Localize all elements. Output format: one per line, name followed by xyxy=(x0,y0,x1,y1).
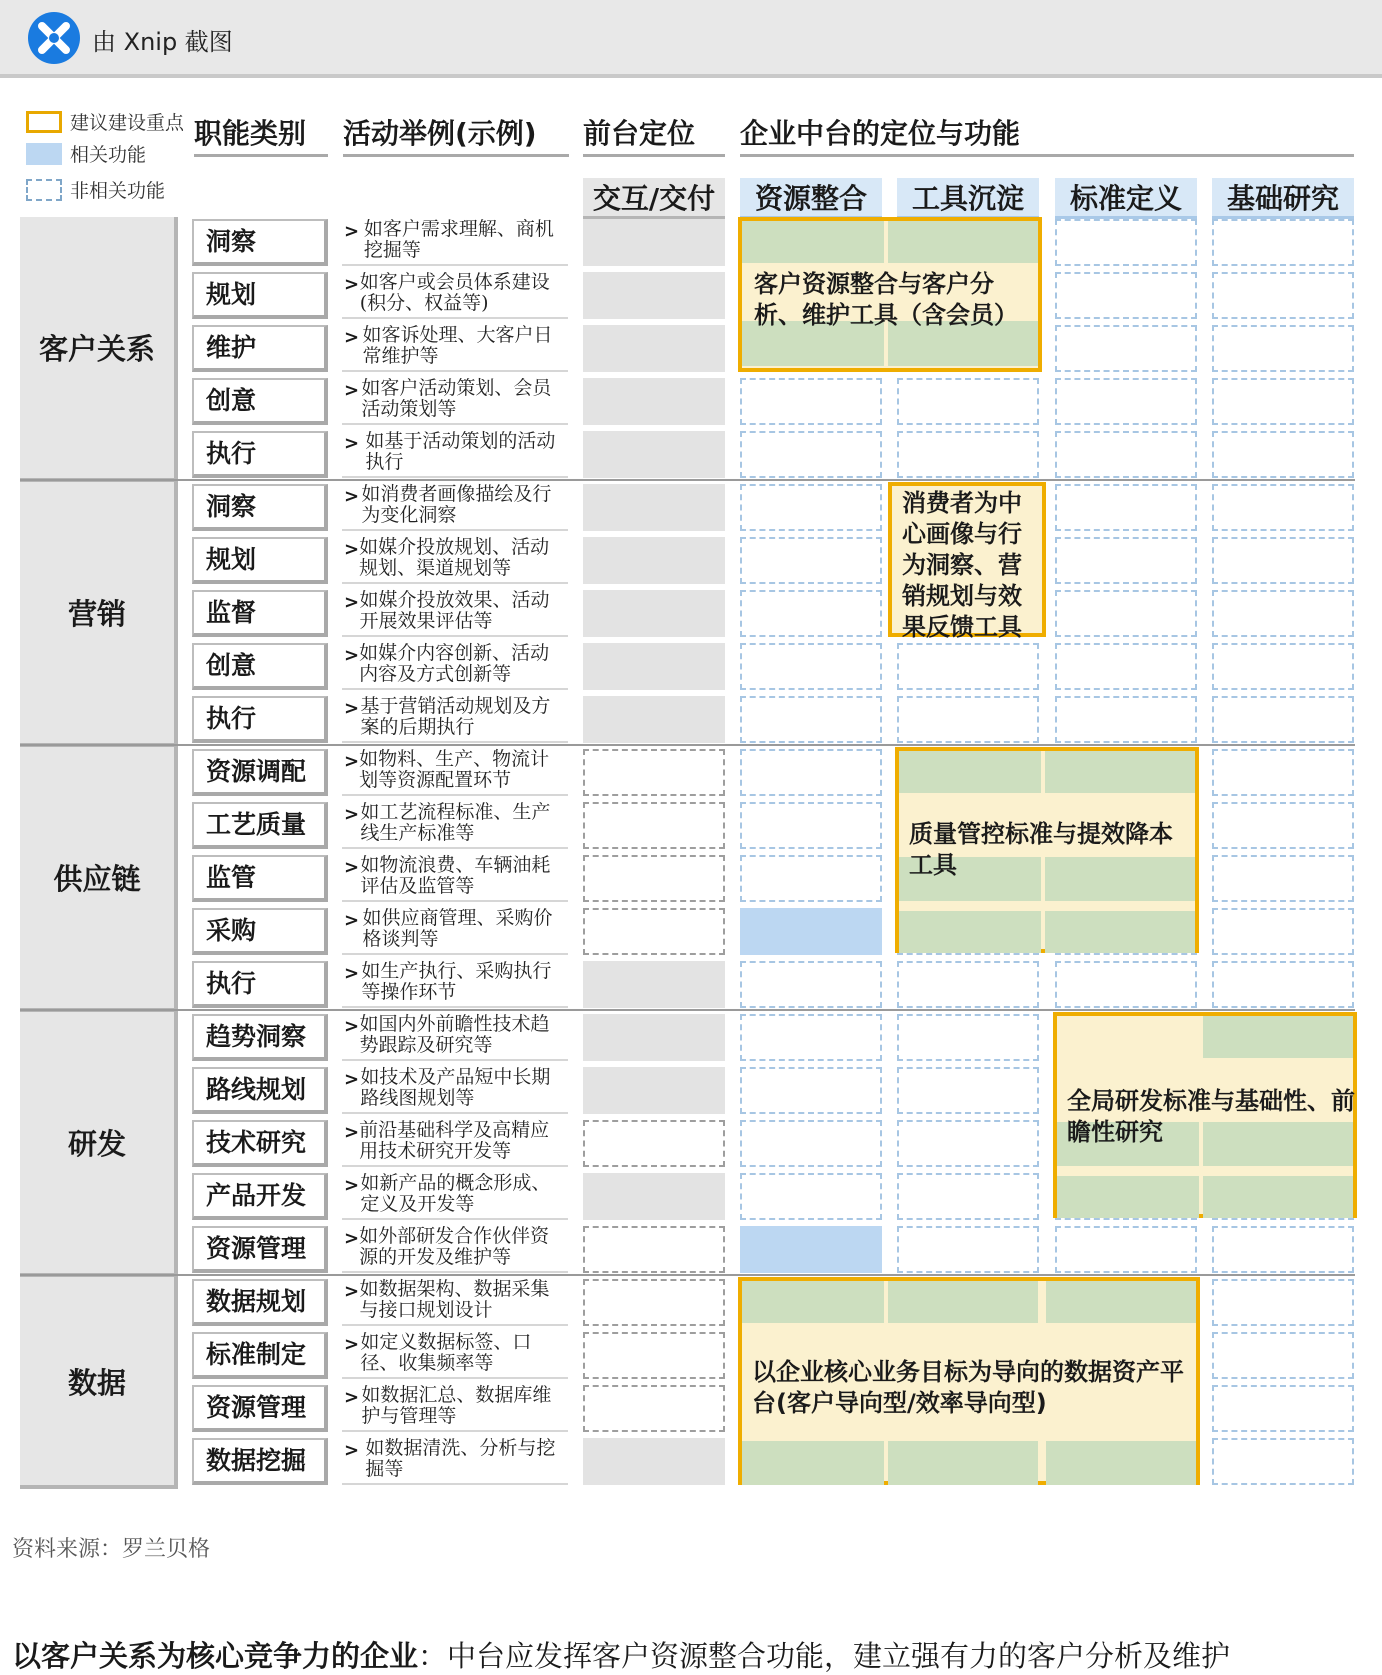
legend-unrelated xyxy=(26,176,165,203)
activity-1-2 xyxy=(342,590,568,637)
middle-cell-research-2-2 xyxy=(1212,855,1354,902)
activity-text: 如工艺流程标准、生产线生产标准等 xyxy=(360,801,551,844)
function-3-2: 技术研究 xyxy=(192,1120,328,1167)
chevron-right-icon: > xyxy=(344,1334,360,1355)
front-cell-0-1 xyxy=(583,272,725,319)
middle-cell-resource-3-3 xyxy=(740,1173,882,1220)
activity-text: 如客诉处理、大客户日常维护等 xyxy=(362,324,553,367)
section-separator xyxy=(20,1009,1355,1011)
middle-cell-tools-3-3 xyxy=(897,1173,1039,1220)
front-cell-1-1 xyxy=(583,537,725,584)
function-3-3: 产品开发 xyxy=(192,1173,328,1220)
function-0-4: 执行 xyxy=(192,431,328,478)
activity-1-4 xyxy=(342,696,568,743)
chevron-right-icon: > xyxy=(344,539,360,560)
chevron-right-icon: > xyxy=(344,1175,360,1196)
middle-cell-tools-3-4 xyxy=(897,1226,1039,1273)
highlight-supply-band xyxy=(1045,911,1195,953)
header-middle: 企业中台的定位与功能 xyxy=(740,117,1021,150)
highlight-rnd xyxy=(1053,1012,1357,1218)
highlight-rnd-band xyxy=(1203,1176,1353,1218)
middle-cell-research-0-1 xyxy=(1212,272,1354,319)
middle-cell-research-4-1 xyxy=(1212,1332,1354,1379)
middle-cell-resource-3-0 xyxy=(740,1014,882,1061)
chevron-right-icon: > xyxy=(344,1016,360,1037)
function-1-1: 规划 xyxy=(192,537,328,584)
highlight-supply-label: 质量管控标准与提效降本工具 xyxy=(909,820,1173,879)
function-1-0: 洞察 xyxy=(192,484,328,531)
function-3-4: 资源管理 xyxy=(192,1226,328,1273)
middle-cell-standard-0-3 xyxy=(1055,378,1197,425)
chevron-right-icon: > xyxy=(344,910,360,931)
activity-4-3 xyxy=(342,1438,568,1485)
activity-2-4 xyxy=(342,961,568,1008)
activity-3-3 xyxy=(342,1173,568,1220)
activity-text: 如供应商管理、采购价格谈判等 xyxy=(362,907,553,950)
middle-cell-standard-1-2 xyxy=(1055,590,1197,637)
legend-key-label: 建议建设重点 xyxy=(70,112,185,134)
activity-text: 如国内外前瞻性技术趋势跟踪及研究等 xyxy=(359,1013,550,1056)
middle-cell-research-0-2 xyxy=(1212,325,1354,372)
highlight-supply xyxy=(895,747,1199,953)
function-4-0: 数据规划 xyxy=(192,1279,328,1326)
chevron-right-icon: > xyxy=(344,221,360,242)
activity-2-0 xyxy=(342,749,568,796)
window-title: 由 Xnip 截图 xyxy=(92,28,233,56)
front-cell-0-2 xyxy=(583,325,725,372)
front-cell-3-3 xyxy=(583,1173,725,1220)
front-cell-3-4 xyxy=(583,1226,725,1273)
activity-4-0 xyxy=(342,1279,568,1326)
activity-2-3 xyxy=(342,908,568,955)
legend-related xyxy=(26,140,146,167)
activity-text: 如基于活动策划的活动执行 xyxy=(365,430,556,473)
middle-cell-resource-2-4 xyxy=(740,961,882,1008)
highlight-crm-band xyxy=(888,221,1038,263)
activity-text: 如物料、生产、物流计划等资源配置环节 xyxy=(359,748,550,791)
chevron-right-icon: > xyxy=(344,1228,360,1249)
middle-cell-research-4-2 xyxy=(1212,1385,1354,1432)
front-cell-1-4 xyxy=(583,696,725,743)
function-0-1: 规划 xyxy=(192,272,328,319)
middle-cell-standard-1-1 xyxy=(1055,537,1197,584)
chevron-right-icon: > xyxy=(344,327,360,348)
middle-cell-resource-1-2 xyxy=(740,590,882,637)
highlight-rnd-band xyxy=(1203,1016,1353,1058)
middle-cell-resource-1-0 xyxy=(740,484,882,531)
middle-cell-standard-0-4 xyxy=(1055,431,1197,478)
activity-0-0 xyxy=(342,219,568,266)
category-3: 研发 xyxy=(20,1012,178,1277)
activity-text: 如物流浪费、车辆油耗评估及监管等 xyxy=(360,854,551,897)
front-cell-0-4 xyxy=(583,431,725,478)
middle-cell-research-4-0 xyxy=(1212,1279,1354,1326)
middle-cell-resource-1-3 xyxy=(740,643,882,690)
legend-key-swatch xyxy=(26,111,62,133)
front-cell-0-3 xyxy=(583,378,725,425)
category-1: 营销 xyxy=(20,482,178,747)
activity-0-2 xyxy=(342,325,568,372)
front-cell-4-0 xyxy=(583,1279,725,1326)
activity-text: 基于营销活动规划及方案的后期执行 xyxy=(360,695,551,738)
highlight-data-band xyxy=(888,1441,1038,1485)
highlight-supply-band xyxy=(899,911,1041,953)
middle-cell-research-4-3 xyxy=(1212,1438,1354,1485)
activity-0-4 xyxy=(342,431,568,478)
legend-related-label: 相关功能 xyxy=(70,144,147,166)
middle-cell-tools-1-3 xyxy=(897,643,1039,690)
activity-2-2 xyxy=(342,855,568,902)
middle-cell-resource-1-4 xyxy=(740,696,882,743)
front-cell-3-2 xyxy=(583,1120,725,1167)
chevron-right-icon: > xyxy=(344,433,360,454)
activity-text: 如客户活动策划、会员活动策划等 xyxy=(361,377,552,420)
subheader-tools: 工具沉淀 xyxy=(897,178,1039,220)
activity-text: 前沿基础科学及高精应用技术研究开发等 xyxy=(359,1119,550,1162)
highlight-marketing-label: 消费者为中心画像与行为洞察、营销规划与效果反馈工具 xyxy=(902,489,1022,641)
activity-text: 如数据汇总、数据库维护与管理等 xyxy=(361,1384,552,1427)
highlight-data xyxy=(738,1277,1200,1485)
front-cell-2-2 xyxy=(583,855,725,902)
function-2-4: 执行 xyxy=(192,961,328,1008)
highlight-crm-label: 客户资源整合与客户分析、维护工具（含会员） xyxy=(754,270,1018,329)
chevron-right-icon: > xyxy=(344,1440,360,1461)
chevron-right-icon: > xyxy=(344,963,360,984)
front-cell-2-1 xyxy=(583,802,725,849)
bottom-rest-text: ：中台应发挥客户资源整合功能，建立强有力的客户分析及维护 xyxy=(418,1639,1231,1673)
middle-cell-resource-2-3 xyxy=(740,908,882,955)
highlight-crm xyxy=(738,217,1042,372)
xnip-app-icon xyxy=(28,12,80,64)
subheader-resource: 资源整合 xyxy=(740,178,882,220)
front-cell-3-0 xyxy=(583,1014,725,1061)
header-front-underline xyxy=(583,154,725,157)
title-bar xyxy=(0,0,1382,78)
function-4-2: 资源管理 xyxy=(192,1385,328,1432)
front-cell-2-0 xyxy=(583,749,725,796)
activity-4-2 xyxy=(342,1385,568,1432)
activity-text: 如客户或会员体系建设(积分、权益等) xyxy=(359,271,550,314)
highlight-data-band xyxy=(742,1441,884,1485)
chevron-right-icon: > xyxy=(344,1069,360,1090)
highlight-data-band xyxy=(888,1281,1038,1323)
activity-1-0 xyxy=(342,484,568,531)
function-2-3: 采购 xyxy=(192,908,328,955)
activity-1-3 xyxy=(342,643,568,690)
front-cell-4-1 xyxy=(583,1332,725,1379)
front-cell-3-1 xyxy=(583,1067,725,1114)
header-activity-underline xyxy=(343,154,569,157)
source-note: 资料来源：罗兰贝格 xyxy=(12,1537,211,1562)
middle-cell-resource-0-3 xyxy=(740,378,882,425)
chevron-right-icon: > xyxy=(344,274,360,295)
middle-cell-research-0-3 xyxy=(1212,378,1354,425)
activity-text: 如客户需求理解、商机挖掘等 xyxy=(363,218,554,261)
section-separator xyxy=(20,479,1355,481)
subheader-interaction: 交互/交付 xyxy=(583,178,725,220)
activity-3-1 xyxy=(342,1067,568,1114)
activity-3-2 xyxy=(342,1120,568,1167)
chevron-right-icon: > xyxy=(344,698,360,719)
middle-cell-tools-0-3 xyxy=(897,378,1039,425)
middle-cell-tools-3-1 xyxy=(897,1067,1039,1114)
middle-cell-standard-0-2 xyxy=(1055,325,1197,372)
middle-cell-tools-3-2 xyxy=(897,1120,1039,1167)
middle-cell-resource-1-1 xyxy=(740,537,882,584)
legend-unrelated-label: 非相关功能 xyxy=(70,180,166,202)
highlight-data-band xyxy=(742,1281,884,1323)
front-cell-2-4 xyxy=(583,961,725,1008)
middle-cell-resource-0-4 xyxy=(740,431,882,478)
function-3-0: 趋势洞察 xyxy=(192,1014,328,1061)
function-0-2: 维护 xyxy=(192,325,328,372)
activity-text: 如消费者画像描绘及行为变化洞察 xyxy=(361,483,552,526)
highlight-data-band xyxy=(1046,1441,1196,1485)
highlight-crm-band xyxy=(742,221,884,263)
function-2-2: 监管 xyxy=(192,855,328,902)
middle-cell-research-1-4 xyxy=(1212,696,1354,743)
middle-cell-tools-2-4 xyxy=(897,961,1039,1008)
middle-cell-research-1-1 xyxy=(1212,537,1354,584)
chevron-right-icon: > xyxy=(344,751,360,772)
function-1-3: 创意 xyxy=(192,643,328,690)
header-front: 前台定位 xyxy=(583,117,696,150)
activity-1-1 xyxy=(342,537,568,584)
chevron-right-icon: > xyxy=(344,645,360,666)
function-4-3: 数据挖掘 xyxy=(192,1438,328,1485)
middle-cell-resource-3-4 xyxy=(740,1226,882,1273)
bottom-bold-text: 以客户关系为核心竞争力的企业 xyxy=(12,1639,419,1673)
activity-text: 如媒介投放规划、活动规划、渠道规划等 xyxy=(359,536,550,579)
function-2-0: 资源调配 xyxy=(192,749,328,796)
category-4: 数据 xyxy=(20,1277,178,1489)
section-separator xyxy=(20,744,1355,746)
middle-cell-research-1-3 xyxy=(1212,643,1354,690)
chevron-right-icon: > xyxy=(344,857,360,878)
activity-text: 如新产品的概念形成、定义及开发等 xyxy=(360,1172,551,1215)
function-2-1: 工艺质量 xyxy=(192,802,328,849)
front-cell-4-3 xyxy=(583,1438,725,1485)
front-cell-0-0 xyxy=(583,219,725,266)
legend-key xyxy=(26,108,184,135)
middle-cell-research-1-2 xyxy=(1212,590,1354,637)
header-middle-underline xyxy=(740,154,1354,157)
middle-cell-standard-3-4 xyxy=(1055,1226,1197,1273)
activity-text: 如数据架构、数据采集与接口规划设计 xyxy=(359,1278,550,1321)
legend-unrelated-swatch xyxy=(26,179,62,201)
chevron-right-icon: > xyxy=(344,804,360,825)
header-category: 职能类别 xyxy=(194,117,307,150)
chevron-right-icon: > xyxy=(344,380,360,401)
activity-3-4 xyxy=(342,1226,568,1273)
activity-text: 如定义数据标签、口径、收集频率等 xyxy=(360,1331,532,1374)
middle-platform-diagram xyxy=(0,82,1382,1502)
function-1-4: 执行 xyxy=(192,696,328,743)
activity-text: 如媒介内容创新、活动内容及方式创新等 xyxy=(359,642,550,685)
activity-4-1 xyxy=(342,1332,568,1379)
chevron-right-icon: > xyxy=(344,1122,360,1143)
highlight-rnd-band xyxy=(1057,1176,1199,1218)
middle-cell-research-3-4 xyxy=(1212,1226,1354,1273)
middle-cell-standard-1-0 xyxy=(1055,484,1197,531)
front-cell-4-2 xyxy=(583,1385,725,1432)
activity-text: 如生产执行、采购执行等操作环节 xyxy=(361,960,552,1003)
category-2: 供应链 xyxy=(20,747,178,1012)
middle-cell-resource-2-2 xyxy=(740,855,882,902)
front-cell-1-3 xyxy=(583,643,725,690)
highlight-supply-band xyxy=(1045,751,1195,793)
activity-0-3 xyxy=(342,378,568,425)
header-category-underline xyxy=(194,154,328,157)
highlight-data-label: 以企业核心业务目标为导向的数据资产平台(客户导向型/效率导向型) xyxy=(752,1358,1184,1417)
middle-cell-research-2-3 xyxy=(1212,908,1354,955)
section-separator xyxy=(20,1274,1355,1276)
middle-cell-standard-0-0 xyxy=(1055,219,1197,266)
middle-cell-resource-2-1 xyxy=(740,802,882,849)
legend-related-swatch xyxy=(26,143,62,165)
highlight-supply-band xyxy=(899,751,1041,793)
middle-cell-research-0-0 xyxy=(1212,219,1354,266)
middle-cell-research-1-0 xyxy=(1212,484,1354,531)
chevron-right-icon: > xyxy=(344,1387,360,1408)
highlight-marketing xyxy=(888,482,1046,641)
chevron-right-icon: > xyxy=(344,486,360,507)
middle-cell-research-0-4 xyxy=(1212,431,1354,478)
middle-cell-tools-3-0 xyxy=(897,1014,1039,1061)
category-0: 客户关系 xyxy=(20,217,178,482)
activity-text: 如媒介投放效果、活动开展效果评估等 xyxy=(359,589,550,632)
front-cell-2-3 xyxy=(583,908,725,955)
function-1-2: 监督 xyxy=(192,590,328,637)
middle-cell-standard-0-1 xyxy=(1055,272,1197,319)
middle-cell-standard-2-4 xyxy=(1055,961,1197,1008)
activity-text: 如技术及产品短中长期路线图规划等 xyxy=(360,1066,551,1109)
middle-cell-standard-1-3 xyxy=(1055,643,1197,690)
function-3-1: 路线规划 xyxy=(192,1067,328,1114)
middle-cell-research-2-4 xyxy=(1212,961,1354,1008)
chevron-right-icon: > xyxy=(344,592,360,613)
activity-text: 如数据清洗、分析与挖掘等 xyxy=(365,1437,556,1480)
chevron-right-icon: > xyxy=(344,1281,360,1302)
middle-cell-tools-0-4 xyxy=(897,431,1039,478)
activity-2-1 xyxy=(342,802,568,849)
middle-cell-research-2-1 xyxy=(1212,802,1354,849)
subheader-research: 基础研究 xyxy=(1212,178,1354,220)
middle-cell-resource-3-1 xyxy=(740,1067,882,1114)
middle-cell-tools-1-4 xyxy=(897,696,1039,743)
activity-text: 如外部研发合作伙伴资源的开发及维护等 xyxy=(359,1225,550,1268)
subheader-standard: 标准定义 xyxy=(1055,178,1197,220)
front-cell-1-2 xyxy=(583,590,725,637)
front-cell-1-0 xyxy=(583,484,725,531)
header-activity: 活动举例(示例) xyxy=(343,117,537,150)
bottom-paragraph xyxy=(12,1634,1230,1675)
highlight-data-band xyxy=(1046,1281,1196,1323)
middle-cell-research-2-0 xyxy=(1212,749,1354,796)
highlight-rnd-label: 全局研发标准与基础性、前瞻性研究 xyxy=(1067,1087,1355,1146)
activity-0-1 xyxy=(342,272,568,319)
function-0-0: 洞察 xyxy=(192,219,328,266)
function-0-3: 创意 xyxy=(192,378,328,425)
function-4-1: 标准制定 xyxy=(192,1332,328,1379)
activity-3-0 xyxy=(342,1014,568,1061)
middle-cell-resource-3-2 xyxy=(740,1120,882,1167)
middle-cell-standard-1-4 xyxy=(1055,696,1197,743)
middle-cell-resource-2-0 xyxy=(740,749,882,796)
